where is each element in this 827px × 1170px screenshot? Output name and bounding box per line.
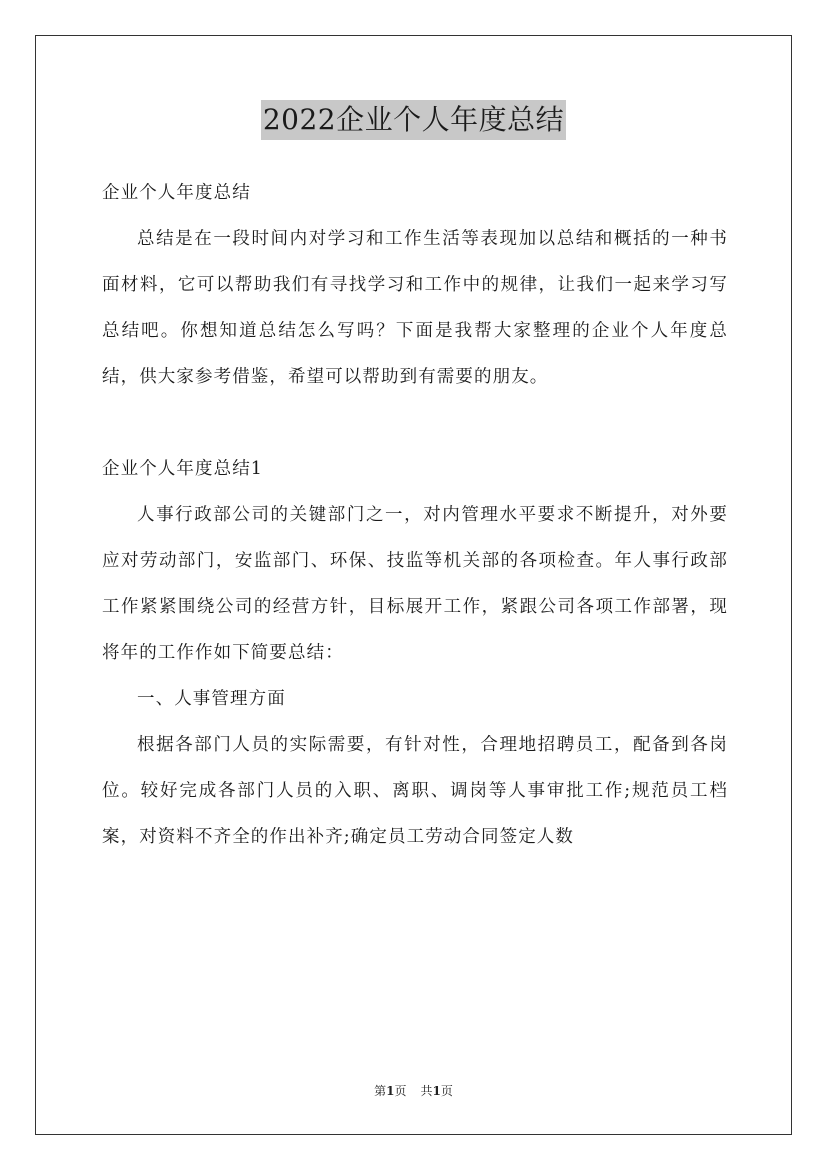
- page-footer: [0, 1082, 827, 1100]
- total-prefix: 共: [420, 1084, 433, 1098]
- total-pages: [421, 1084, 453, 1098]
- total-suffix: 页: [440, 1084, 453, 1098]
- page-prefix: 第: [374, 1084, 387, 1098]
- subsection-heading: 一、人事管理方面: [137, 689, 286, 709]
- document-body: [102, 170, 728, 860]
- paragraph-spacer: [102, 400, 728, 446]
- section-paragraph: 人事行政部公司的关键部门之一，对内管理水平要求不断提升，对外要应对劳动部门，安监部门、环保、技监等机关部的各项检查。年人事行政部工作紧紧围绕公司的经营方针，目标展开工作，紧跟公司各项工作部署，现将年的工作作如下简要总结：: [102, 505, 728, 663]
- section-heading: 企业个人年度总结1: [102, 459, 264, 479]
- page-suffix: 页: [394, 1084, 407, 1098]
- intro-paragraph: 总结是在一段时间内对学习和工作生活等表现加以总结和概括的一种书面材料，它可以帮助我们有寻找学习和工作中的规律，让我们一起来学习写总结吧。你想知道总结怎么写吗？下面是我帮大家整理的企业个人年度总结，供大家参考借鉴，希望可以帮助到有需要的朋友。: [102, 229, 728, 387]
- page-number: [374, 1084, 406, 1098]
- page-current: 1: [386, 1084, 395, 1098]
- title-container: [0, 100, 827, 140]
- document-title: 2022企业个人年度总结: [261, 100, 566, 140]
- total-count: 1: [432, 1084, 441, 1098]
- subsection-paragraph: 根据各部门人员的实际需要，有针对性，合理地招聘员工，配备到各岗位。较好完成各部门人员的入职、离职、调岗等人事审批工作;规范员工档案，对资料不齐全的作出补齐;确定员工劳动合同签定人数: [102, 735, 728, 847]
- document-subtitle: 企业个人年度总结: [102, 183, 251, 203]
